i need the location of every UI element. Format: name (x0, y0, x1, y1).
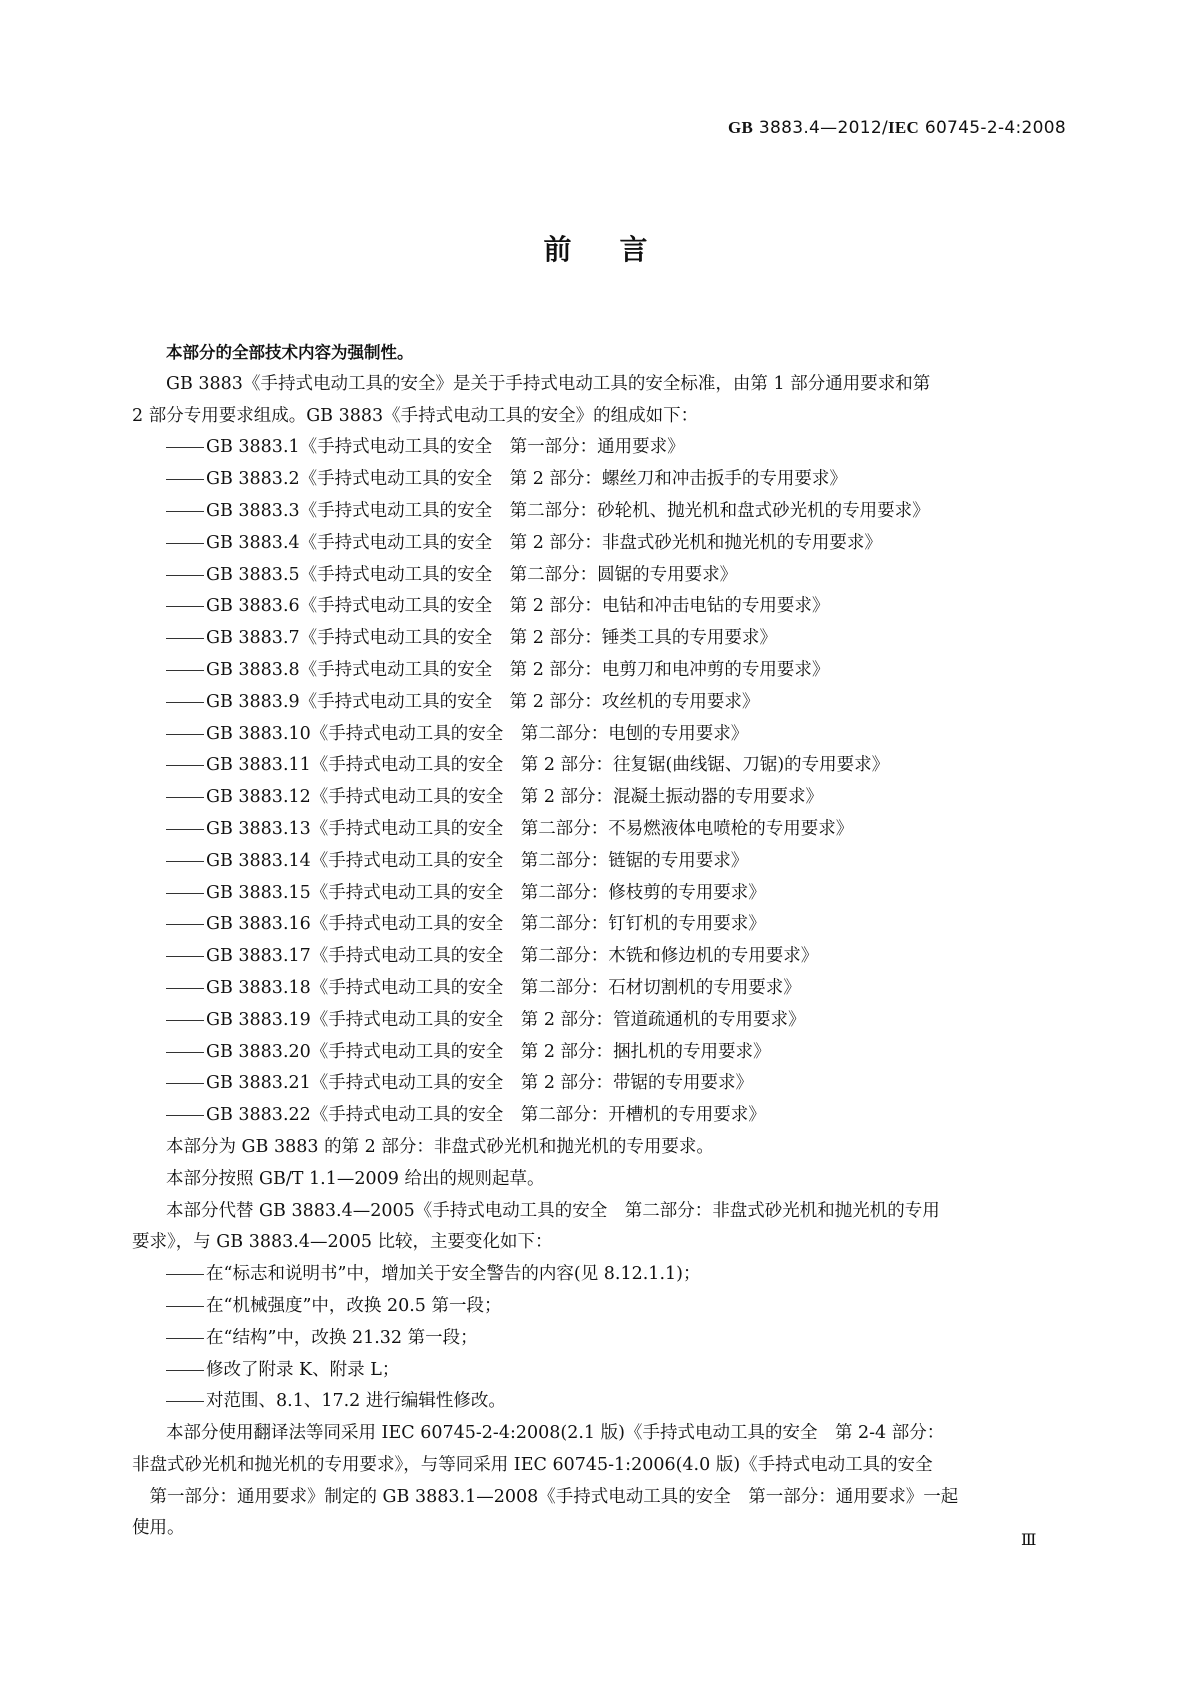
list-item: GB 3883.2《手持式电动工具的安全 第 2 部分：螺丝刀和冲击扳手的专用要求》 (166, 464, 1066, 496)
em-dash-bullet (166, 1020, 204, 1021)
header-code-iec-number: 60745-2-4:2008 (924, 118, 1066, 138)
em-dash-bullet (166, 447, 204, 448)
list-item: GB 3883.12《手持式电动工具的安全 第 2 部分：混凝土振动器的专用要求》 (166, 782, 1066, 814)
em-dash-bullet (166, 479, 204, 480)
list-item: GB 3883.17《手持式电动工具的安全 第二部分：木铣和修边机的专用要求》 (166, 941, 1066, 973)
em-dash-bullet (166, 797, 204, 798)
em-dash-bullet (166, 1274, 204, 1275)
header-code-iec: IEC (887, 118, 920, 137)
header-code-number: 3883.4—2012/ (758, 118, 888, 138)
em-dash-bullet (166, 1401, 204, 1402)
list-item: GB 3883.5《手持式电动工具的安全 第二部分：圆锯的专用要求》 (166, 560, 1066, 592)
list-item: GB 3883.11《手持式电动工具的安全 第 2 部分：往复锯(曲线锯、刀锯)的专用要求》 (166, 750, 1066, 782)
document-header-code (728, 118, 1066, 138)
em-dash-bullet (166, 543, 204, 544)
drafting-rules-statement: 本部分按照 GB/T 1.1—2009 给出的规则起草。 (166, 1168, 545, 1189)
list-item: GB 3883.9《手持式电动工具的安全 第 2 部分：攻丝机的专用要求》 (166, 687, 1066, 719)
em-dash-bullet (166, 1115, 204, 1116)
em-dash-bullet (166, 1306, 204, 1307)
foreword-body (132, 337, 1066, 1545)
list-item: GB 3883.20《手持式电动工具的安全 第 2 部分：捆扎机的专用要求》 (166, 1037, 1066, 1069)
em-dash-bullet (166, 575, 204, 576)
em-dash-bullet (166, 670, 204, 671)
list-item: 在“结构”中，改换 21.32 第一段； (166, 1323, 1066, 1355)
em-dash-bullet (166, 606, 204, 607)
adoption-paragraph-line-2: 非盘式砂光机和抛光机的专用要求》，与等同采用 IEC 60745-1:2006(4.0 版)《手持式电动工具的安全 (132, 1454, 933, 1475)
list-item: GB 3883.21《手持式电动工具的安全 第 2 部分：带锯的专用要求》 (166, 1068, 1066, 1100)
list-item: GB 3883.15《手持式电动工具的安全 第二部分：修枝剪的专用要求》 (166, 878, 1066, 910)
adoption-paragraph-line-4: 使用。 (132, 1518, 185, 1539)
em-dash-bullet (166, 956, 204, 957)
em-dash-bullet (166, 1370, 204, 1371)
em-dash-bullet (166, 893, 204, 894)
page-number: Ⅲ (1021, 1532, 1037, 1549)
adoption-paragraph-line-3: 第一部分：通用要求》制定的 GB 3883.1—2008《手持式电动工具的安全 第一部分：通用要求》一起 (132, 1486, 959, 1507)
changes-list (166, 1259, 1066, 1418)
list-item: GB 3883.3《手持式电动工具的安全 第二部分：砂轮机、抛光机和盘式砂光机的专用要求》 (166, 496, 1066, 528)
this-part-statement: 本部分为 GB 3883 的第 2 部分：非盘式砂光机和抛光机的专用要求。 (166, 1136, 714, 1157)
em-dash-bullet (166, 638, 204, 639)
list-item: GB 3883.13《手持式电动工具的安全 第二部分：不易燃液体电喷枪的专用要求》 (166, 814, 1066, 846)
list-item: GB 3883.19《手持式电动工具的安全 第 2 部分：管道疏通机的专用要求》 (166, 1005, 1066, 1037)
em-dash-bullet (166, 988, 204, 989)
em-dash-bullet (166, 702, 204, 703)
list-item: GB 3883.7《手持式电动工具的安全 第 2 部分：锤类工具的专用要求》 (166, 623, 1066, 655)
list-item: GB 3883.16《手持式电动工具的安全 第二部分：钉钉机的专用要求》 (166, 909, 1066, 941)
em-dash-bullet (166, 1083, 204, 1084)
list-item: 在“标志和说明书”中，增加关于安全警告的内容(见 8.12.1.1)； (166, 1259, 1066, 1291)
list-item: GB 3883.8《手持式电动工具的安全 第 2 部分：电剪刀和电冲剪的专用要求》 (166, 655, 1066, 687)
list-item: GB 3883.14《手持式电动工具的安全 第二部分：链锯的专用要求》 (166, 846, 1066, 878)
list-item: GB 3883.10《手持式电动工具的安全 第二部分：电刨的专用要求》 (166, 719, 1066, 751)
list-item: GB 3883.4《手持式电动工具的安全 第 2 部分：非盘式砂光机和抛光机的专用要求》 (166, 528, 1066, 560)
parts-list (166, 432, 1066, 1132)
intro-paragraph-line-2: 2 部分专用要求组成。GB 3883《手持式电动工具的安全》的组成如下： (132, 405, 699, 426)
em-dash-bullet (166, 511, 204, 512)
list-item: 修改了附录 K、附录 L； (166, 1355, 1066, 1387)
list-item: 对范围、8.1、17.2 进行编辑性修改。 (166, 1386, 1066, 1418)
em-dash-bullet (166, 765, 204, 766)
page-title: 前言 (543, 233, 696, 266)
em-dash-bullet (166, 1338, 204, 1339)
em-dash-bullet (166, 829, 204, 830)
list-item: GB 3883.6《手持式电动工具的安全 第 2 部分：电钻和冲击电钻的专用要求》 (166, 591, 1066, 623)
replaces-paragraph-line-2: 要求》，与 GB 3883.4—2005 比较，主要变化如下： (132, 1232, 553, 1253)
adoption-paragraph-line-1: 本部分使用翻译法等同采用 IEC 60745-2-4:2008(2.1 版)《手持式电动工具的安全 第 2-4 部分： (166, 1423, 945, 1444)
em-dash-bullet (166, 734, 204, 735)
mandatory-statement: 本部分的全部技术内容为强制性。 (166, 343, 414, 362)
header-code-gb: GB (728, 118, 754, 137)
intro-paragraph-line-1: GB 3883《手持式电动工具的安全》是关于手持式电动工具的安全标准，由第 1 部分通用要求和第 (166, 373, 931, 394)
em-dash-bullet (166, 861, 204, 862)
list-item: GB 3883.18《手持式电动工具的安全 第二部分：石材切割机的专用要求》 (166, 973, 1066, 1005)
list-item: 在“机械强度”中，改换 20.5 第一段； (166, 1291, 1066, 1323)
em-dash-bullet (166, 924, 204, 925)
list-item: GB 3883.1《手持式电动工具的安全 第一部分：通用要求》 (166, 432, 1066, 464)
replaces-paragraph-line-1: 本部分代替 GB 3883.4—2005《手持式电动工具的安全 第二部分：非盘式砂光机和抛光机的专用 (166, 1200, 940, 1221)
em-dash-bullet (166, 1052, 204, 1053)
list-item: GB 3883.22《手持式电动工具的安全 第二部分：开槽机的专用要求》 (166, 1100, 1066, 1132)
